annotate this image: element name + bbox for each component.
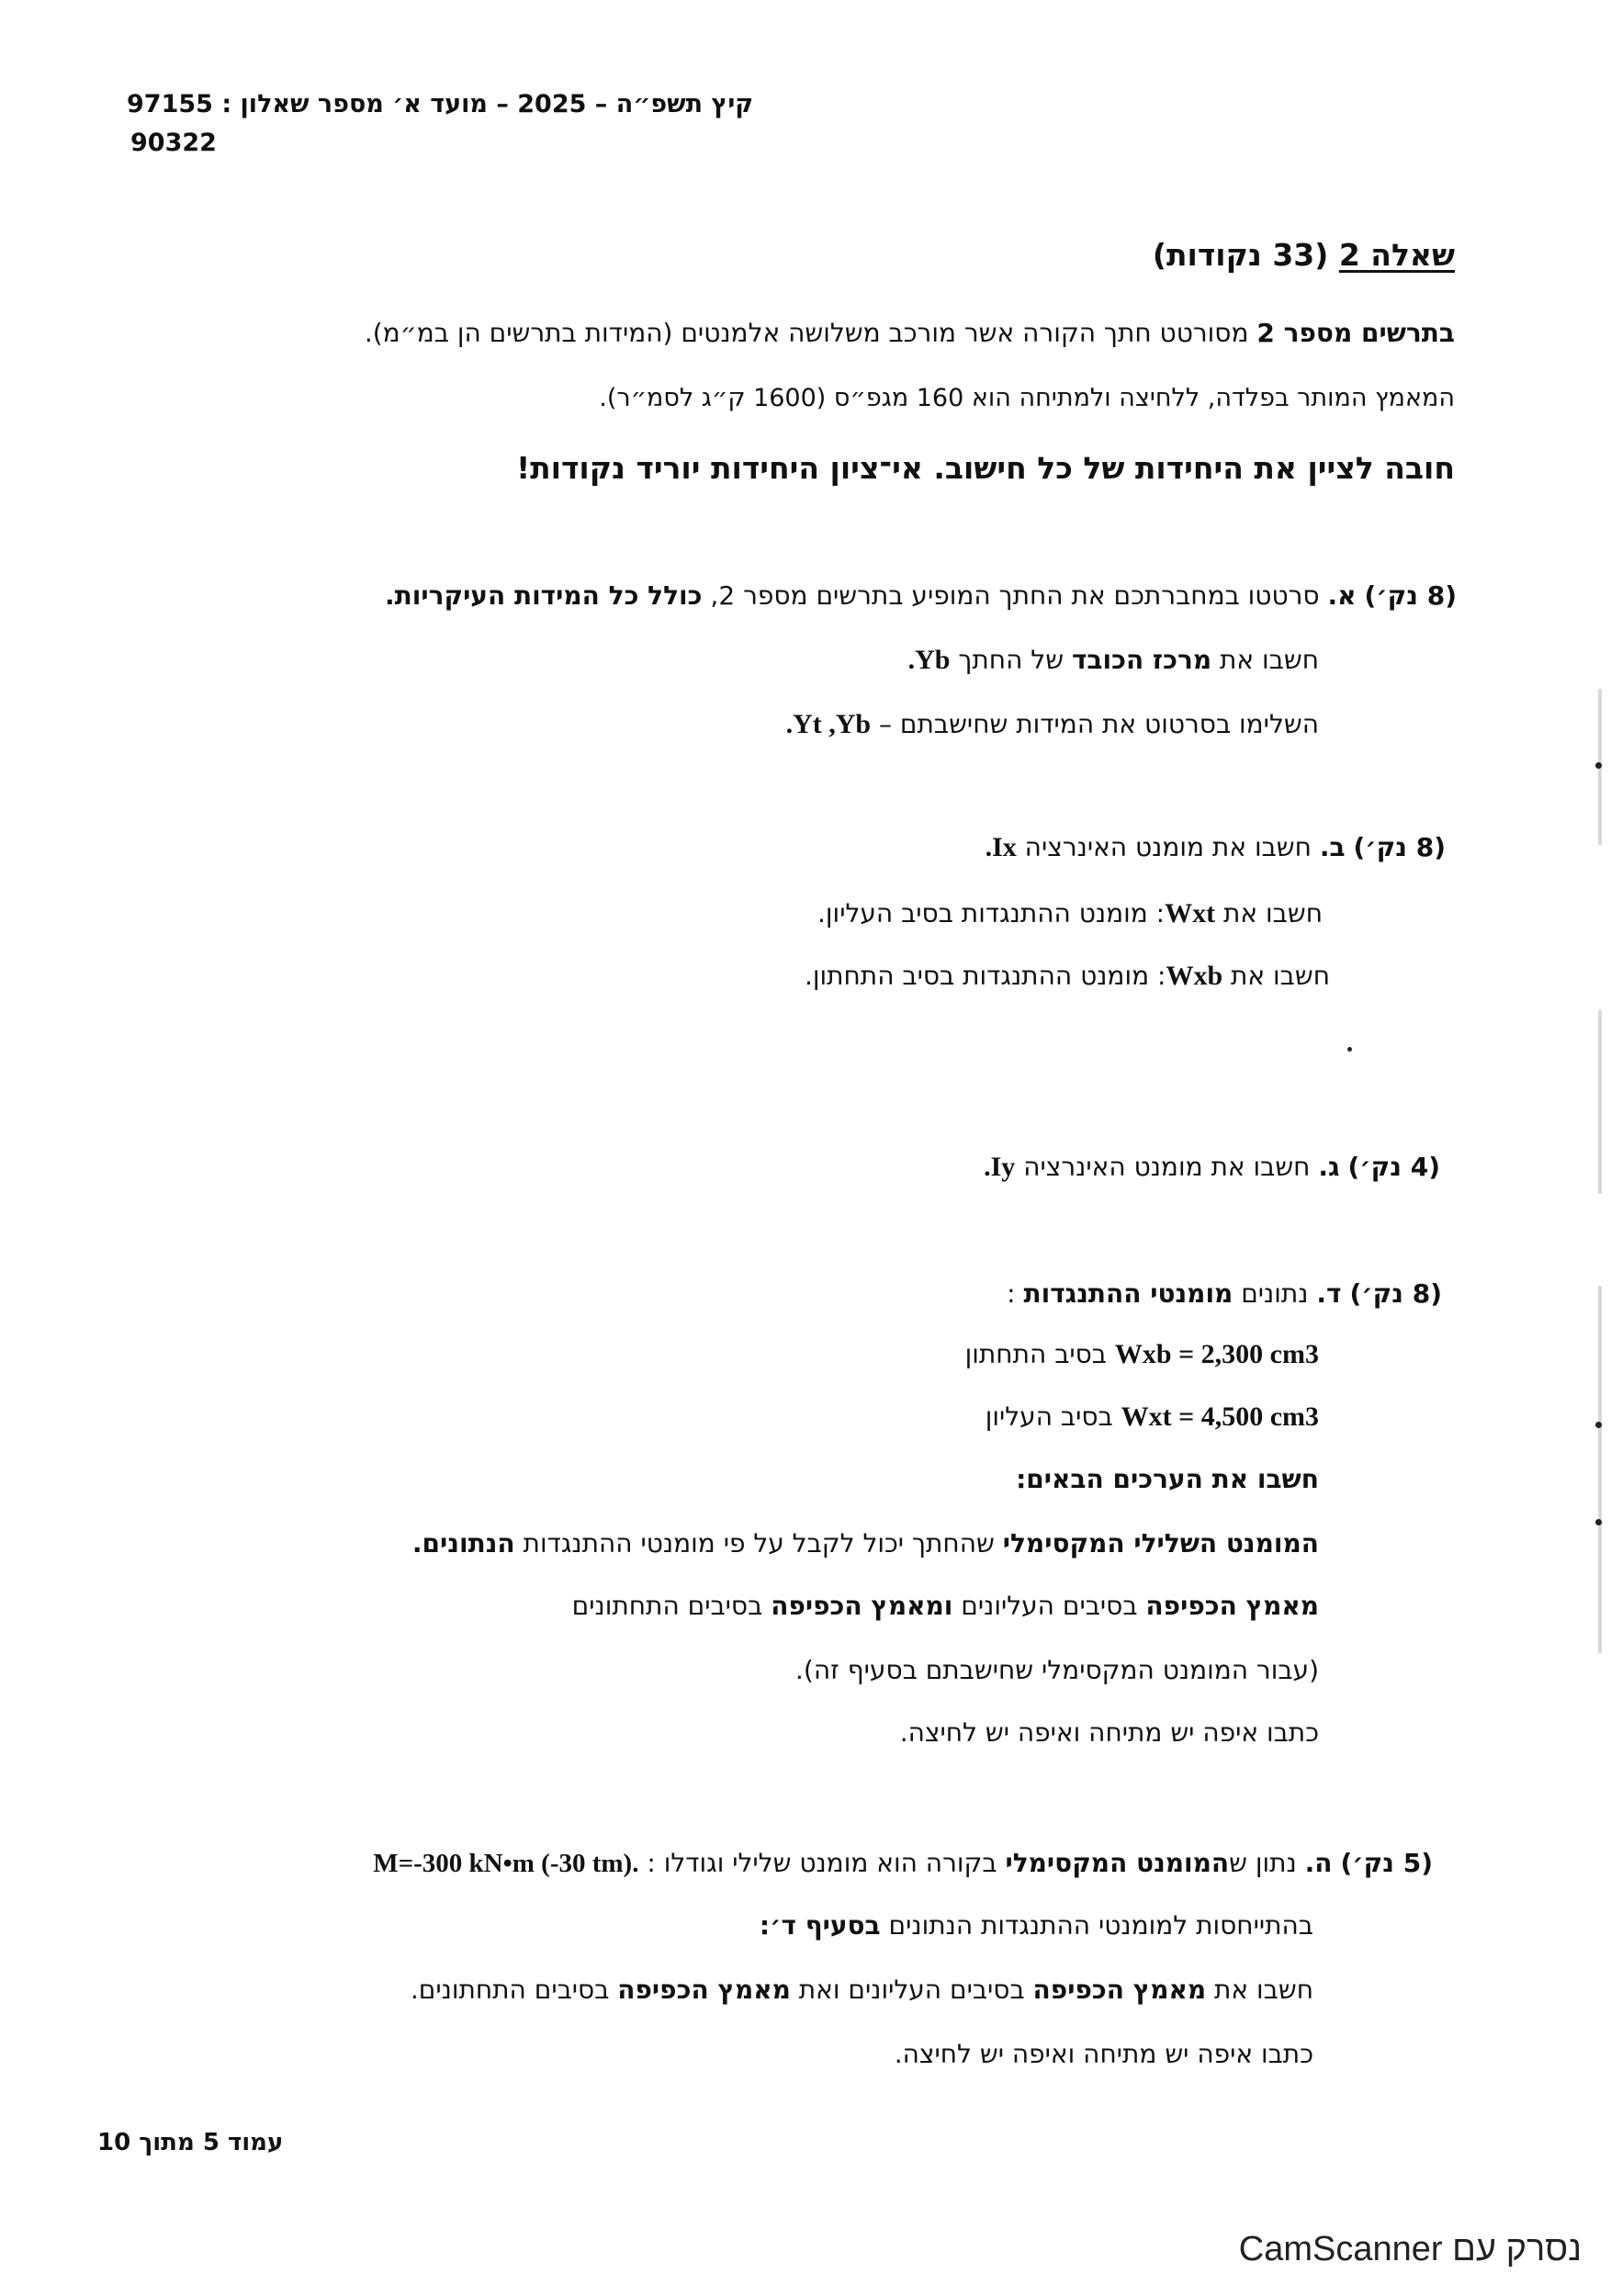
section-e-line3-pre: חשבו את	[1206, 1975, 1313, 2005]
section-d-text-pre: נתונים	[1233, 1278, 1309, 1309]
section-c-points: (4 נק׳)	[1347, 1152, 1440, 1182]
section-b-points: (8 נק׳)	[1353, 832, 1446, 862]
section-a-line2-var: Yb.	[907, 645, 951, 675]
section-a-line3-var: Yt ,Yb.	[785, 709, 872, 739]
section-d-given1-text: בסיב התחתון	[964, 1339, 1115, 1369]
section-e-moment-value: M=-300 kN•m (-30 tm).	[373, 1849, 639, 1878]
section-d-points: (8 נק׳)	[1349, 1278, 1442, 1309]
section-b-line3	[805, 961, 1330, 992]
section-e-text-mid: בקורה הוא מומנט שלילי וגודלו :	[638, 1848, 1006, 1878]
section-c-heading	[984, 1152, 1440, 1183]
scan-dot	[1595, 1422, 1602, 1428]
scan-dot	[1595, 762, 1602, 769]
section-c-text-var: Iy.	[984, 1152, 1016, 1182]
exam-header-line2: 90322	[130, 129, 217, 157]
section-c-label: ג.	[1318, 1152, 1340, 1182]
question-number: שאלה 2	[1338, 237, 1455, 273]
section-a-points: (8 נק׳)	[1364, 580, 1457, 611]
section-a-line3-pre: השלימו בסרטוט את המידות שחישבתם –	[871, 709, 1319, 739]
intro-line1-text: מסורטט חתך הקורה אשר מורכב משלושה אלמנטים (המידות בתרשים הן במ״מ).	[364, 318, 1257, 348]
section-e-line3-post: בסיבים התחתונים.	[410, 1975, 618, 2005]
section-b-line3-var: Wxb	[1166, 961, 1223, 991]
section-d-text-post: :	[1007, 1278, 1024, 1309]
section-d-given2	[986, 1401, 1319, 1433]
section-b-text-var: Ix.	[985, 832, 1017, 862]
question-points: (33 נקודות)	[1152, 237, 1339, 273]
section-b-line2	[817, 898, 1323, 929]
section-a-line2	[908, 645, 1319, 676]
units-warning: חובה לציין את היחידות של כל חישוב. אי־ציון היחידות יוריד נקודות!	[516, 450, 1455, 486]
section-d-item2	[572, 1591, 1319, 1621]
section-d-given1	[965, 1339, 1319, 1370]
section-e-text-bold: המומנט המקסימלי	[1005, 1848, 1230, 1878]
section-d-given1-value: Wxb = 2,300 cm3	[1114, 1339, 1319, 1369]
section-a-line2-post: של החתך	[950, 645, 1072, 675]
section-e-line3-mid: בסיבים העליונים ואת	[790, 1975, 1033, 2005]
scan-edge-line	[1598, 1286, 1602, 1653]
section-a-line3	[786, 709, 1319, 740]
section-b-line3-post: : מומנט ההתנגדות בסיב התחתון.	[804, 961, 1166, 991]
section-e-line4: כתבו איפה יש מתיחה ואיפה יש לחיצה.	[894, 2039, 1313, 2069]
section-b-heading	[986, 832, 1446, 863]
section-e-line3-bold: מאמץ הכפיפה	[1032, 1975, 1207, 2005]
section-d-item2-bold: מאמץ הכפיפה	[1145, 1591, 1319, 1621]
section-d-given2-text: בסיב העליון	[985, 1401, 1121, 1432]
section-e-text-pre: נתון ש	[1229, 1848, 1297, 1878]
section-e-line3	[411, 1975, 1313, 2005]
section-d-item2-post: בסיבים התחתונים	[571, 1591, 772, 1621]
section-d-item2-mid: בסיבים העליונים	[952, 1591, 1146, 1621]
section-a-line2-bold: מרכז הכובד	[1071, 645, 1212, 675]
intro-line1	[365, 318, 1455, 348]
page-number: עמוד 5 מתוך 10	[97, 2129, 284, 2156]
section-d-heading	[1007, 1278, 1442, 1309]
section-e-line2	[760, 1910, 1313, 1941]
scan-edge-line	[1598, 1010, 1602, 1194]
section-b-label: ב.	[1319, 832, 1346, 862]
section-b-line2-var: Wxt	[1165, 898, 1216, 929]
section-a-text-bold: כולל כל המידות העיקריות.	[384, 580, 703, 611]
scanner-watermark: נסרק עם CamScanner	[1238, 2230, 1582, 2268]
section-a-label: א.	[1327, 580, 1357, 611]
section-d-given2-value: Wxt = 4,500 cm3	[1121, 1401, 1319, 1432]
section-e-label: ה.	[1304, 1848, 1333, 1878]
section-b-text: חשבו את מומנט האינרציה	[1016, 832, 1312, 862]
section-d-item1-bold: המומנט השלילי המקסימלי	[1002, 1528, 1319, 1559]
intro-figure-ref: בתרשים מספר 2	[1256, 318, 1455, 348]
exam-header-line1: קיץ תשפ״ה – 2025 – מועד א׳ מספר שאלון : 97155	[127, 90, 754, 118]
scan-dot	[1595, 1519, 1602, 1525]
section-e-line2-pre: בהתייחסות למומנטי ההתנגדות הנתונים	[880, 1910, 1313, 1941]
section-d-text-bold: מומנטי ההתנגדות	[1023, 1278, 1233, 1309]
section-d-item2-bold2: ומאמץ הכפיפה	[771, 1591, 953, 1621]
section-e-line3-bold2: מאמץ הכפיפה	[617, 1975, 791, 2005]
section-a-heading	[385, 580, 1457, 611]
section-a-text: סרטטו במחברתכם את החתך המופיע בתרשים מספר 2,	[702, 580, 1320, 611]
intro-line2: המאמץ המותר בפלדה, ללחיצה ולמתיחה הוא 160 מגפ״ס (1600 ק״ג לסמ״ר).	[599, 384, 1455, 412]
question-title	[1153, 237, 1455, 273]
section-b-line2-pre: חשבו את	[1215, 898, 1323, 929]
section-e-points: (5 נק׳)	[1340, 1848, 1433, 1878]
section-d-item4: כתבו איפה יש מתיחה ואיפה יש לחיצה.	[899, 1717, 1319, 1748]
section-d-label: ד.	[1316, 1278, 1342, 1309]
scan-dot	[1347, 1047, 1352, 1052]
section-d-item1-mid: שהחתך יכול לקבל על פי מומנטי ההתנגדות	[514, 1528, 1003, 1559]
section-d-item1	[412, 1528, 1319, 1559]
section-b-line2-post: : מומנט ההתנגדות בסיב העליון.	[817, 898, 1166, 929]
section-e-line2-bold: בסעיף ד׳:	[759, 1910, 881, 1941]
section-d-item3: (עבור המומנט המקסימלי שחישבתם בסעיף זה).	[795, 1655, 1319, 1685]
section-d-item1-bold2: הנתונים.	[411, 1528, 515, 1559]
section-b-line3-pre: חשבו את	[1222, 961, 1330, 991]
section-c-text: חשבו את מומנט האינרציה	[1015, 1152, 1311, 1182]
section-a-line2-pre: חשבו את	[1211, 645, 1319, 675]
section-d-calc-heading: חשבו את הערכים הבאים:	[1016, 1464, 1319, 1494]
section-e-heading	[373, 1848, 1433, 1879]
